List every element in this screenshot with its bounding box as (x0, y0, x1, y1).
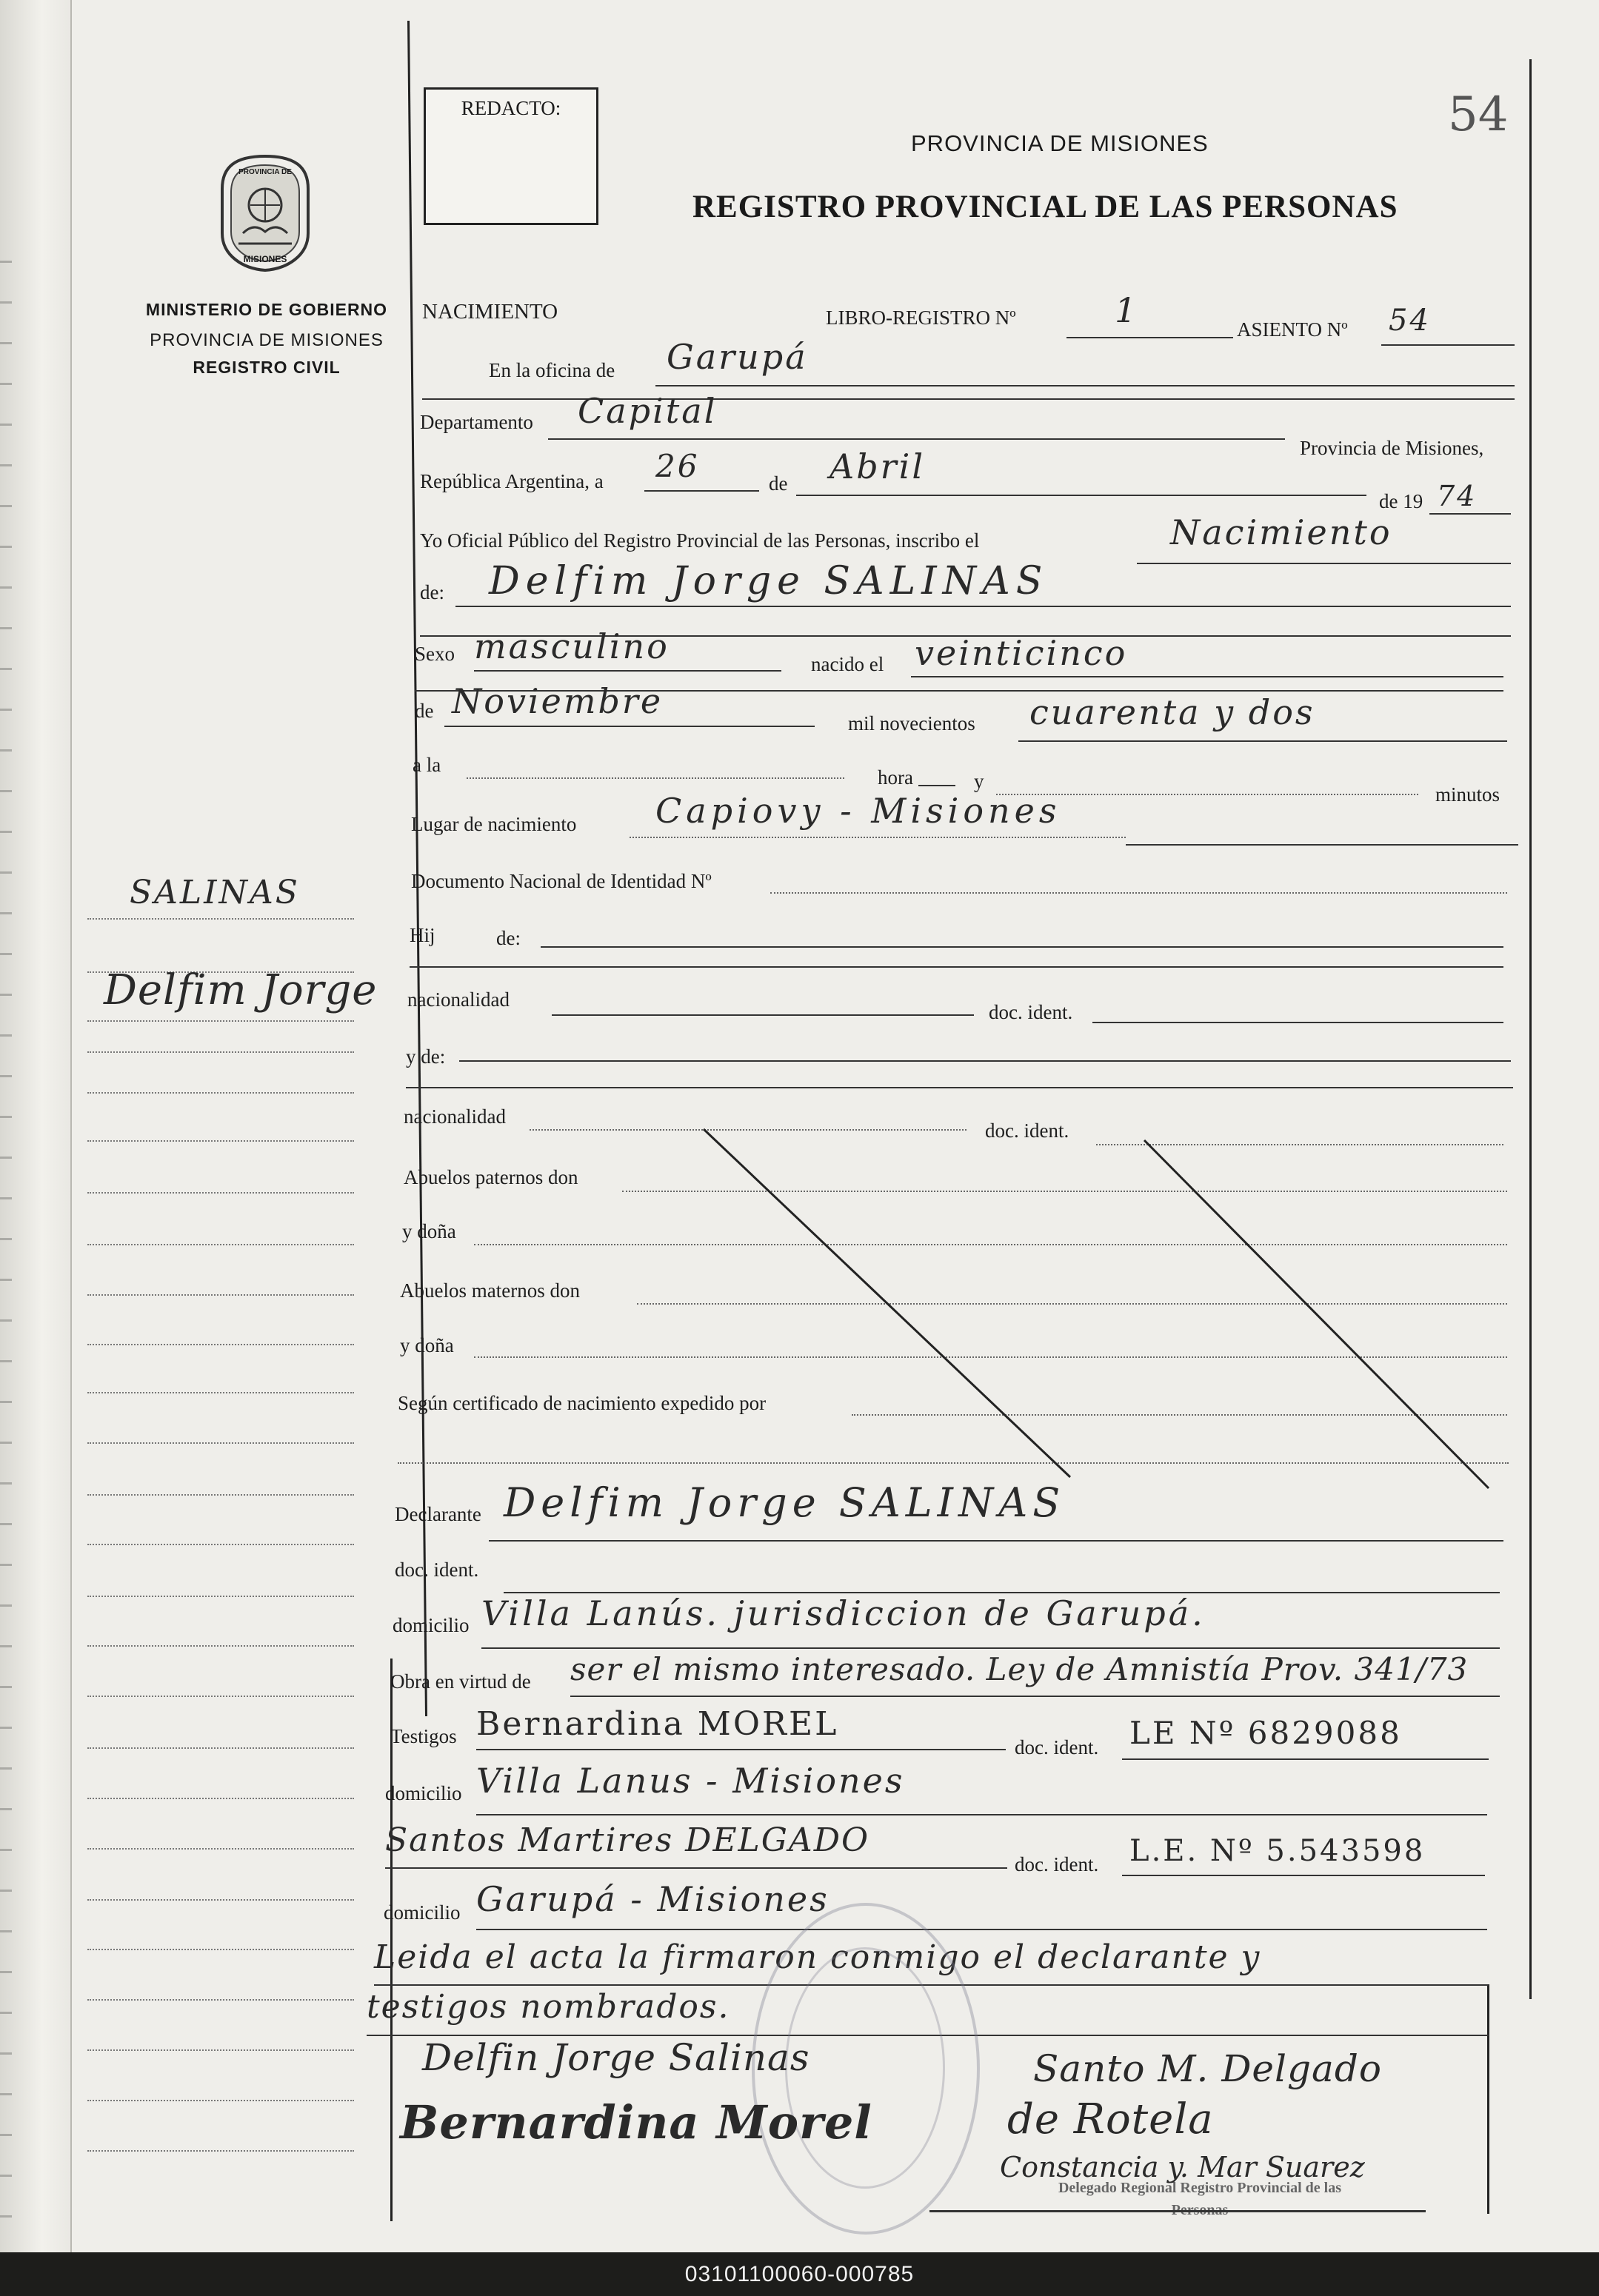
sexo-label: Sexo (415, 643, 455, 665)
domicilio3-label: domicilio (384, 1901, 461, 1924)
header-province: PROVINCIA DE MISIONES (911, 130, 1209, 156)
signature-rotela: de Rotela (1007, 2095, 1214, 2143)
leida-line1: Leida el acta la firmaron conmigo el declarante y (374, 1938, 1261, 1976)
domicilio3-value: Garupá - Misiones (476, 1879, 829, 1919)
signature-declarante: Delfin Jorge Salinas (422, 2036, 810, 2079)
y-label: y (974, 770, 984, 792)
seal-top-text: PROVINCIA DE (238, 168, 292, 176)
docident4-label: doc. ident. (1015, 1853, 1099, 1875)
lugar-label: Lugar de nacimiento (411, 813, 577, 835)
margin-given-names: Delfim Jorge (104, 966, 378, 1014)
asiento-value: 54 (1389, 304, 1431, 338)
minutos-label: minutos (1435, 783, 1500, 806)
ydona2-label: y doña (400, 1334, 454, 1356)
domicilio2-label: domicilio (385, 1782, 462, 1804)
nacionalidad1-label: nacionalidad (407, 988, 510, 1011)
abuelos-paternos-label: Abuelos paternos don (404, 1166, 578, 1188)
obra-label: Obra en virtud de (390, 1670, 531, 1693)
nacido-value: veinticinco (915, 633, 1128, 673)
declarante-label: Declarante (395, 1503, 481, 1525)
dni-label: Documento Nacional de Identidad Nº (411, 870, 712, 892)
lugar-value: Capiovy - Misiones (655, 791, 1061, 831)
signature-testigo1: Bernardina Morel (400, 2095, 872, 2149)
signature-oficial: Constancia y. Mar Suarez (1000, 2151, 1365, 2183)
mes-nac-value: Noviembre (452, 681, 664, 721)
left-header-provincia: PROVINCIA DE MISIONES (150, 330, 384, 350)
nacido-label: nacido el (811, 653, 884, 675)
leida-line2: testigos nombrados. (367, 1988, 730, 2026)
page-number: 54 (1448, 87, 1509, 142)
anio-label: de 19 (1379, 490, 1423, 512)
anio-nac-value: cuarenta y dos (1029, 692, 1315, 732)
departamento-value: Capital (578, 391, 718, 431)
docident1-label: doc. ident. (989, 1001, 1073, 1023)
sexo-value: masculino (474, 626, 670, 666)
domicilio2-value: Villa Lanus - Misiones (476, 1761, 905, 1801)
footer-identifier: 03101100060-000785 (0, 2252, 1599, 2296)
hij-de-label: de: (496, 927, 521, 949)
left-header-ministerio: MINISTERIO DE GOBIERNO (145, 300, 388, 319)
domicilio1-label: domicilio (393, 1614, 470, 1636)
oficina-value: Garupá (667, 337, 808, 377)
header-title: REGISTRO PROVINCIAL DE LAS PERSONAS (692, 190, 1398, 224)
republica-label: República Argentina, a (420, 470, 604, 492)
nacionalidad2-label: nacionalidad (404, 1105, 506, 1128)
testigo1-value: Bernardina MOREL (476, 1705, 839, 1743)
oficial-value: Nacimiento (1170, 512, 1392, 552)
oficina-label: En la oficina de (489, 359, 615, 381)
margin-surname: SALINAS (130, 874, 300, 911)
de3-label: de (415, 700, 434, 722)
hij-label: Hij (410, 924, 435, 946)
testigo2-doc: L.E. Nº 5.543598 (1129, 1834, 1426, 1868)
left-header-registro: REGISTRO CIVIL (193, 358, 341, 377)
libro-value: 1 (1115, 290, 1139, 330)
hora-label: hora (878, 766, 913, 789)
yde-label: y de: (406, 1045, 446, 1068)
docident3-label: doc. ident. (1015, 1736, 1099, 1758)
nombre-value: Delfim Jorge SALINAS (489, 559, 1049, 603)
seal-bottom-text: MISIONES (243, 254, 287, 264)
provincia-label: Provincia de Misiones, (1300, 437, 1484, 459)
departamento-label: Departamento (420, 411, 533, 433)
testigo2-value: Santos Martires DELGADO (385, 1821, 870, 1859)
anio-value: 74 (1437, 480, 1478, 512)
docident2-label: doc. ident. (985, 1119, 1069, 1142)
obra-value: ser el mismo interesado. Ley de Amnistía Prov. 341/73 (570, 1651, 1469, 1687)
stamp-text: Delegado Regional Registro Provincial de las Personas (1058, 2180, 1341, 2218)
testigos-label: Testigos (390, 1725, 457, 1747)
oficial-label: Yo Oficial Público del Registro Provincial de las Personas, inscribo el (420, 529, 980, 552)
signature-testigo2: Santo M. Delgado (1033, 2047, 1382, 2090)
ala-label: a la (413, 754, 441, 776)
declarante-value: Delfim Jorge SALINAS (504, 1479, 1066, 1526)
redacto-label: REDACTO: (461, 97, 561, 119)
nacimiento-label: NACIMIENTO (422, 300, 558, 324)
docident-label: doc. ident. (395, 1559, 479, 1581)
mes-value: Abril (829, 446, 926, 486)
de2-label: de: (420, 581, 444, 603)
testigo1-doc: LE Nº 6829088 (1129, 1715, 1402, 1751)
abuelos-maternos-label: Abuelos maternos don (400, 1279, 580, 1302)
asiento-label: ASIENTO Nº (1237, 318, 1348, 341)
libro-label: LIBRO-REGISTRO Nº (826, 307, 1016, 329)
de-label: de (769, 472, 788, 495)
dia-value: 26 (655, 448, 700, 484)
ydona1-label: y doña (402, 1220, 456, 1242)
mil-label: mil novecientos (848, 712, 975, 734)
domicilio1-value: Villa Lanús. jurisdiccion de Garupá. (481, 1593, 1206, 1633)
segun-label: Según certificado de nacimiento expedido por (398, 1392, 767, 1414)
